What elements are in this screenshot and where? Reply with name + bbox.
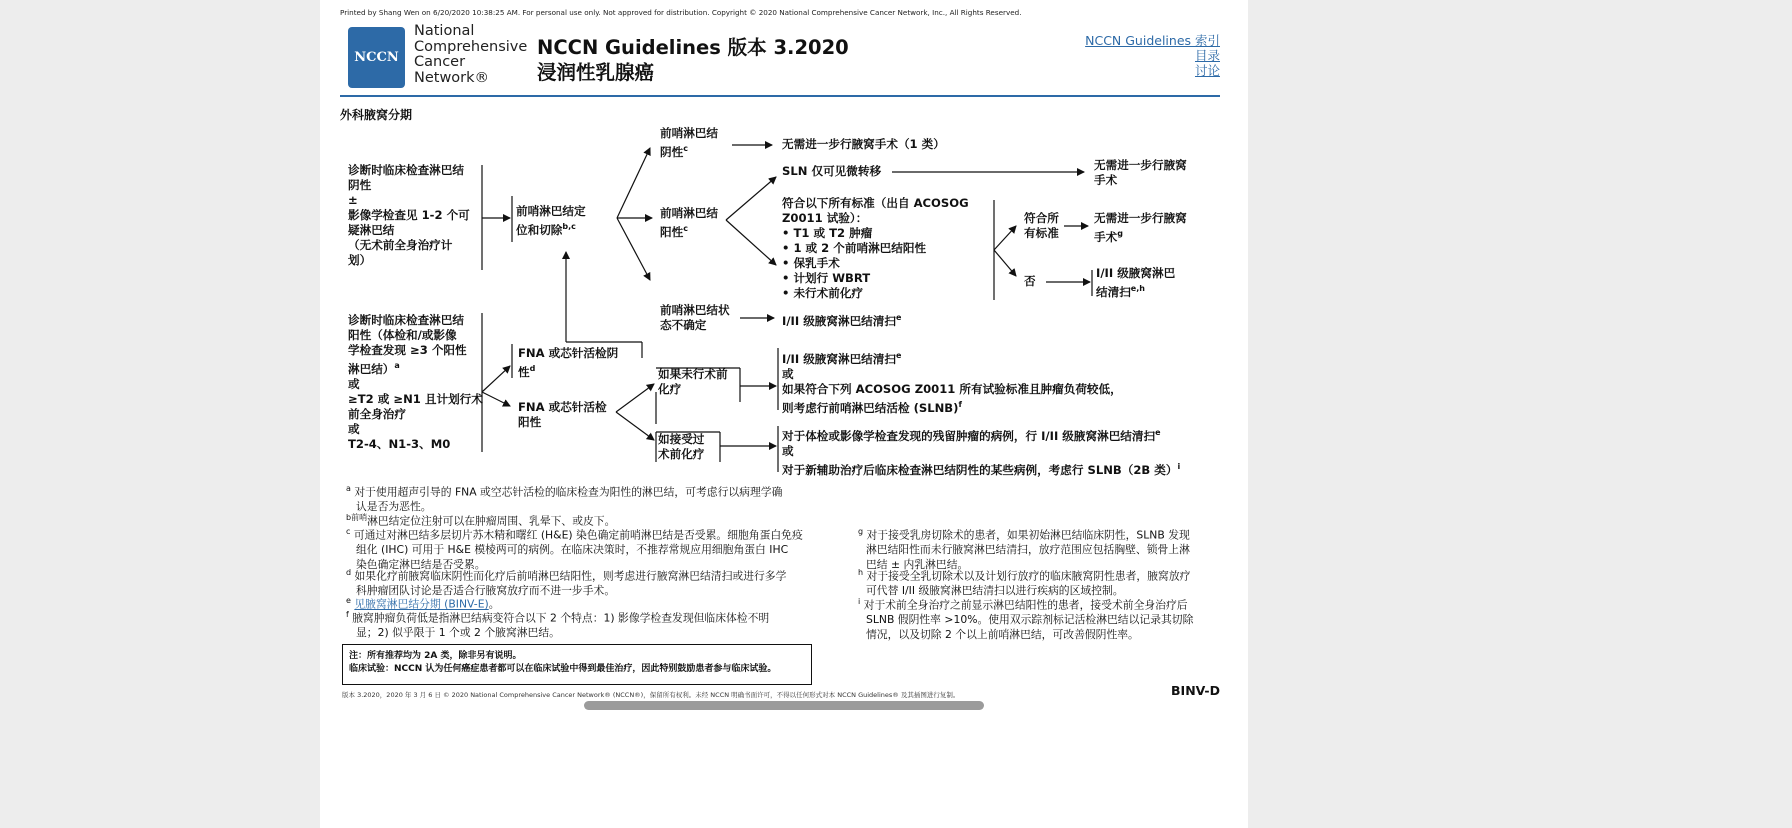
node-z0011-criteria: 符合以下所有标准（出自 ACOSOG Z0011 试验）： • T1 或 T2 肿瘤 • 1 或 2 个前哨淋巴结阳性 • 保乳手术 • 计划行 WBRT • 未行术前化疗 bbox=[782, 196, 969, 300]
document-page bbox=[320, 0, 1248, 828]
node-dissection-or-slnb: I/II 级腋窝淋巴结清扫$^e$ 或 如果符合下列 ACOSOG Z0011 所有试验标准且肿瘤负荷较低， 则考虑行前哨淋巴结活检 (SLNB)$^f$ bbox=[782, 351, 1122, 415]
node-sentinel-positive: 前哨淋巴结 阳性$^c$ bbox=[660, 206, 718, 239]
node-residual-tumor-options: 对于体检或影像学检查发现的残留肿瘤的病例，行 I/II 级腋窝淋巴结清扫$^e$ 或 对于新辅助治疗后临床检查淋巴结阴性的某些病例，考虑行 SLNB（2B 类）$^i$ bbox=[782, 428, 1181, 477]
node-axillary-dissection-a: I/II 级腋窝淋巴 结清扫$^{e,h}$ bbox=[1096, 266, 1176, 299]
footnote-i: $^i$ 对于术前全身治疗之前显示淋巴结阳性的患者，接受术前全身治疗后 SLNB 假阴性率 >10%。使用双示踪剂标记活检淋巴结以记录其切除 情况，以及切除 2 个以上前哨淋巴结，可改善假阴性率。 bbox=[858, 597, 1194, 641]
guideline-title: NCCN Guidelines 版本 3.2020 浸润性乳腺癌 bbox=[537, 36, 849, 84]
horizontal-scrollbar[interactable] bbox=[584, 701, 984, 710]
nccn-guidelines-index-link[interactable]: NCCN Guidelines 索引 bbox=[1085, 33, 1220, 48]
footnote-e: $^e$ 见腋窝淋巴结分期 (BINV-E)。 bbox=[346, 596, 500, 611]
section-title: 外科腋窝分期 bbox=[340, 108, 413, 122]
footnote-f: $^f$ 腋窝肿瘤负荷低是指淋巴结病变符合以下 2 个特点：1) 影像学检查发现但临床体检不明 显；2) 似乎限于 1 个或 2 个腋窝淋巴结。 bbox=[346, 610, 770, 640]
footnote-h: $^h$ 对于接受全乳切除术以及计划行放疗的临床腋窝阴性患者，腋窝放疗 可代替 I/II 级腋窝淋巴结清扫以进行疾病的区域控制。 bbox=[858, 568, 1191, 598]
print-header: Printed by Shang Wen on 6/20/2020 10:38:25 AM. For personal use only. Not approved for distribution. Copyright © 2020 National Comprehensive Cancer Network, Inc., All Rights Reserved. bbox=[340, 8, 1022, 17]
footnote-b: $^{b前哨}$淋巴结定位注射可以在肿瘤周围、乳晕下、或皮下。 bbox=[346, 513, 616, 528]
binv-e-link[interactable]: 见腋窝淋巴结分期 (BINV-E) bbox=[354, 597, 489, 611]
node-meets-all-criteria: 符合所 有标准 bbox=[1024, 211, 1059, 240]
footnote-c: $^c$ 可通过对淋巴结多层切片苏木精和曙红 (H&E) 染色确定前哨淋巴结是否受累。细胞角蛋白免疫 组化 (IHC) 可用于 H&E 模棱两可的病例。在临床决策时，不推荐常规应用细胞角蛋白 IHC 染色确定淋巴结是否受累。 bbox=[346, 527, 803, 571]
table-of-contents-link[interactable]: 目录 bbox=[1194, 48, 1220, 63]
node-axillary-dissection-b: I/II 级腋窝淋巴结清扫$^e$ bbox=[782, 313, 902, 328]
node-sentinel-indeterminate: 前哨淋巴结状 态不确定 bbox=[660, 303, 730, 332]
node-micrometastases-only: SLN 仅可见微转移 bbox=[782, 164, 882, 178]
nccn-logo: NCCN bbox=[348, 27, 405, 88]
page-code: BINV-D bbox=[1171, 683, 1220, 698]
footnote-a: $^a$ 对于使用超声引导的 FNA 或空芯针活检的临床检查为阳性的淋巴结，可考虑行以病理学确 认是否为恶性。 bbox=[346, 484, 783, 514]
footnote-d: $^d$ 如果化疗前腋窝临床阴性而化疗后前哨淋巴结阳性，则考虑进行腋窝淋巴结清扫或进行多学 科肿瘤团队讨论是否适合行腋窝放疗而不进一步手术。 bbox=[346, 568, 787, 598]
node-no-further-surgery-a: 无需进一步行腋窝 手术 bbox=[1094, 158, 1187, 187]
footnote-g: $^g$ 对于接受乳房切除术的患者，如果初始淋巴结临床阴性，SLNB 发现 淋巴结阳性而未行腋窝淋巴结清扫，放疗范围应包括胸壁、锁骨上淋 巴结 ± 内乳淋巴结。 bbox=[858, 527, 1190, 571]
node-received-preop-chemo: 如接受过 术前化疗 bbox=[658, 432, 705, 461]
copyright-footer: 版本 3.2020，2020 年 3 月 6 日 © 2020 National Comprehensive Cancer Network® (NCCN®)，保留所有权利。未经 NCCN 明确书面许可，不得以任何形式对本 NCCN Guidelines® 及其插图进行复制。 bbox=[342, 691, 960, 699]
category-note-box: 注：所有推荐均为 2A 类，除非另有说明。 临床试验：NCCN 认为任何癌症患者都可以在临床试验中得到最佳治疗，因此特别鼓励患者参与临床试验。 bbox=[342, 644, 812, 685]
node-clinical-node-negative: 诊断时临床检查淋巴结 阴性 ± 影像学检查见 1-2 个可 疑淋巴结 （无术前全身治疗计 划） bbox=[348, 163, 470, 267]
node-fna-negative: FNA 或芯针活检阴 性$^d$ bbox=[518, 346, 619, 379]
node-no-preop-chemo: 如果未行术前 化疗 bbox=[658, 367, 728, 396]
node-no-further-surgery-cat1: 无需进一步行腋窝手术（1 类） bbox=[782, 137, 945, 151]
discussion-link[interactable]: 讨论 bbox=[1194, 63, 1220, 78]
node-clinical-node-positive: 诊断时临床检查淋巴结 阳性（体检和/或影像 学检查发现 ≥3 个阳性 淋巴结）$^a$ 或 ≥T2 或 ≥N1 且计划行术 前全身治疗 或 T2-4、N1-3、M0 bbox=[348, 313, 483, 451]
node-sentinel-negative: 前哨淋巴结 阴性$^c$ bbox=[660, 126, 718, 159]
node-sentinel-node-mapping: 前哨淋巴结定 位和切除$^{b,c}$ bbox=[516, 204, 586, 237]
node-no: 否 bbox=[1024, 274, 1036, 288]
organization-name: National Comprehensive Cancer Network® bbox=[414, 23, 528, 86]
node-fna-positive: FNA 或芯针活检 阳性 bbox=[518, 400, 607, 429]
node-no-further-surgery-b: 无需进一步行腋窝 手术$^g$ bbox=[1094, 211, 1187, 244]
